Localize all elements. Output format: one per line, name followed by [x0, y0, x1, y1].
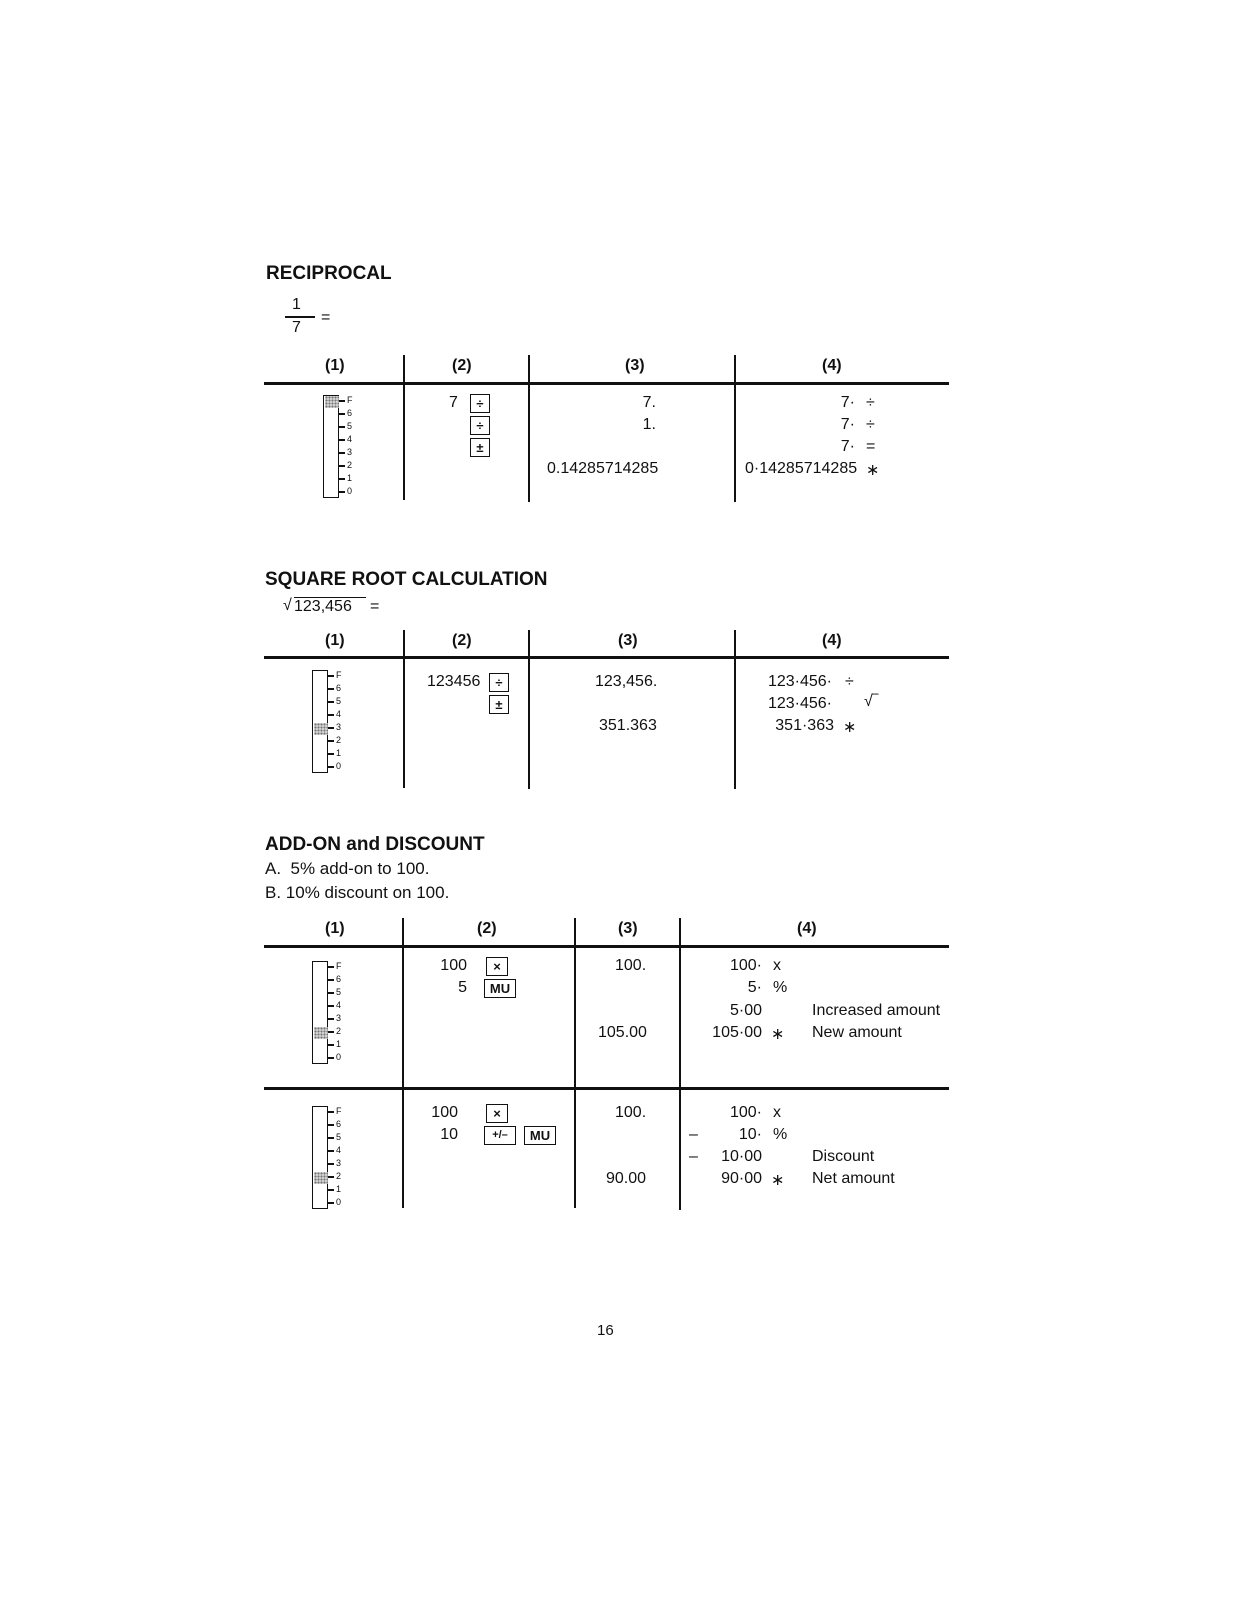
selector-position-marker	[314, 1027, 328, 1039]
display-value: 105.00	[598, 1024, 647, 1041]
entry-number: 100	[431, 1104, 458, 1121]
print-note: Increased amount	[812, 1002, 941, 1019]
header-col-1: (1)	[325, 357, 345, 374]
selector-label-6: 6	[347, 408, 353, 418]
print-value: 100·	[729, 957, 762, 974]
selector-label-2: 2	[347, 460, 353, 470]
entry-number: 10	[440, 1126, 458, 1143]
selector-label-2: 2	[336, 1171, 342, 1181]
print-symbol: %	[773, 1126, 788, 1143]
selector-label-6: 6	[336, 974, 342, 984]
header-col-1: (1)	[325, 920, 345, 937]
change-sign-key: +/–	[484, 1126, 516, 1145]
radical-sign: √	[283, 597, 292, 614]
header-col-3: (3)	[625, 357, 645, 374]
selector-label-3: 3	[347, 447, 353, 457]
print-value: 7·	[840, 438, 855, 455]
display-value: 90.00	[606, 1170, 647, 1187]
selector-label-1: 1	[347, 473, 353, 483]
selector-label-3: 3	[336, 1013, 342, 1023]
radicand: 123,456	[294, 598, 352, 615]
divide-key: ÷	[470, 394, 490, 413]
fraction-bar	[285, 316, 315, 318]
print-note: Net amount	[812, 1170, 895, 1187]
column-divider	[528, 355, 530, 502]
equals-plus-minus-key: ±	[489, 695, 509, 714]
header-col-4: (4)	[797, 920, 817, 937]
column-divider	[403, 355, 405, 500]
minus-sign: –	[689, 1148, 698, 1165]
print-symbol: ∗	[866, 462, 880, 479]
table-rule	[264, 382, 949, 385]
selector-position-marker	[314, 1172, 328, 1184]
header-col-2: (2)	[477, 920, 497, 937]
print-symbol: ÷	[866, 394, 875, 411]
print-symbol: ∗	[771, 1026, 785, 1043]
multiply-key: ×	[486, 957, 508, 976]
header-col-4: (4)	[822, 632, 842, 649]
selector-label-4: 4	[336, 709, 342, 719]
selector-label-3: 3	[336, 1158, 342, 1168]
display-value: 100.	[615, 957, 647, 974]
display-value: 100.	[615, 1104, 647, 1121]
selector-label-5: 5	[336, 1132, 342, 1142]
example-b-description: B. 10% discount on 100.	[265, 883, 450, 902]
print-value: 90·00	[721, 1170, 762, 1187]
page-number: 16	[597, 1322, 614, 1339]
print-value: 10·	[738, 1126, 762, 1143]
column-divider	[679, 918, 681, 1210]
print-value: 5·00	[729, 1002, 762, 1019]
minus-sign: –	[689, 1126, 698, 1143]
column-divider	[574, 918, 576, 1208]
table-rule	[264, 656, 949, 659]
display-value: 123,456.	[595, 673, 658, 690]
header-col-3: (3)	[618, 632, 638, 649]
print-value: 351·363	[775, 717, 834, 734]
divide-key: ÷	[470, 416, 490, 435]
selector-label-F: F	[336, 961, 342, 971]
column-divider	[528, 630, 530, 789]
print-symbol: ∗	[771, 1172, 785, 1189]
selector-label-F: F	[347, 395, 353, 405]
print-symbol: x	[773, 957, 781, 974]
selector-label-5: 5	[347, 421, 353, 431]
selector-slot	[323, 395, 339, 498]
display-value: 351.363	[599, 717, 657, 734]
selector-label-F: F	[336, 1106, 342, 1116]
fraction-numerator: 1	[292, 296, 301, 313]
mu-key: MU	[524, 1126, 556, 1145]
selector-label-0: 0	[336, 1052, 342, 1062]
table-rule	[264, 1087, 949, 1090]
equals-sign: =	[321, 309, 331, 326]
selector-label-4: 4	[347, 434, 353, 444]
equals-plus-minus-key: ±	[470, 438, 490, 457]
print-symbol: %	[773, 979, 788, 996]
print-value: 100·	[729, 1104, 762, 1121]
selector-label-0: 0	[336, 1197, 342, 1207]
selector-label-3: 3	[336, 722, 342, 732]
header-col-4: (4)	[822, 357, 842, 374]
example-a-description: A. 5% add-on to 100.	[265, 859, 430, 878]
selector-position-marker	[325, 396, 339, 408]
entry-number: 5	[458, 979, 467, 996]
header-col-2: (2)	[452, 357, 472, 374]
selector-slot	[312, 670, 328, 773]
header-col-2: (2)	[452, 632, 472, 649]
column-divider	[734, 630, 736, 789]
multiply-key: ×	[486, 1104, 508, 1123]
print-value: 123·456·	[767, 695, 832, 712]
entry-number: 7	[449, 394, 458, 411]
print-note: Discount	[812, 1148, 875, 1165]
entry-number: 100	[440, 957, 467, 974]
print-value: 0·14285714285	[745, 460, 858, 477]
selector-label-0: 0	[347, 486, 353, 496]
column-divider	[734, 355, 736, 502]
print-symbol: ÷	[845, 673, 854, 690]
selector-label-2: 2	[336, 735, 342, 745]
column-divider	[402, 918, 404, 1208]
display-value: 7.	[642, 394, 656, 411]
divide-key: ÷	[489, 673, 509, 692]
print-value: 7·	[840, 394, 855, 411]
selector-label-0: 0	[336, 761, 342, 771]
selector-label-2: 2	[336, 1026, 342, 1036]
section-title-square-root: SQUARE ROOT CALCULATION	[265, 569, 548, 590]
selector-label-1: 1	[336, 748, 342, 758]
sqrt-symbol: √‾	[864, 693, 879, 710]
print-value: 105·00	[712, 1024, 762, 1041]
print-value: 10·00	[721, 1148, 762, 1165]
selector-label-5: 5	[336, 987, 342, 997]
header-col-1: (1)	[325, 632, 345, 649]
print-value: 5·	[747, 979, 762, 996]
fraction-denominator: 7	[292, 319, 301, 336]
selector-label-4: 4	[336, 1145, 342, 1155]
table-rule	[264, 945, 949, 948]
mu-key: MU	[484, 979, 516, 998]
column-divider	[403, 630, 405, 788]
print-symbol: =	[866, 438, 876, 455]
selector-slot	[312, 1106, 328, 1209]
print-note: New amount	[812, 1024, 902, 1041]
print-symbol: ∗	[843, 719, 857, 736]
selector-label-6: 6	[336, 683, 342, 693]
equals-sign: =	[370, 598, 380, 615]
selector-label-4: 4	[336, 1000, 342, 1010]
selector-label-5: 5	[336, 696, 342, 706]
selector-slot	[312, 961, 328, 1064]
selector-label-1: 1	[336, 1184, 342, 1194]
print-value: 7·	[840, 416, 855, 433]
selector-label-1: 1	[336, 1039, 342, 1049]
entry-number: 123456	[427, 673, 481, 690]
print-value: 123·456·	[767, 673, 832, 690]
section-title-reciprocal: RECIPROCAL	[266, 263, 392, 284]
print-symbol: x	[773, 1104, 781, 1121]
display-value: 0.14285714285	[547, 460, 659, 477]
display-value: 1.	[642, 416, 656, 433]
print-symbol: ÷	[866, 416, 875, 433]
selector-position-marker	[314, 723, 328, 735]
section-title-addon-discount: ADD-ON and DISCOUNT	[265, 834, 485, 855]
header-col-3: (3)	[618, 920, 638, 937]
selector-label-F: F	[336, 670, 342, 680]
selector-label-6: 6	[336, 1119, 342, 1129]
